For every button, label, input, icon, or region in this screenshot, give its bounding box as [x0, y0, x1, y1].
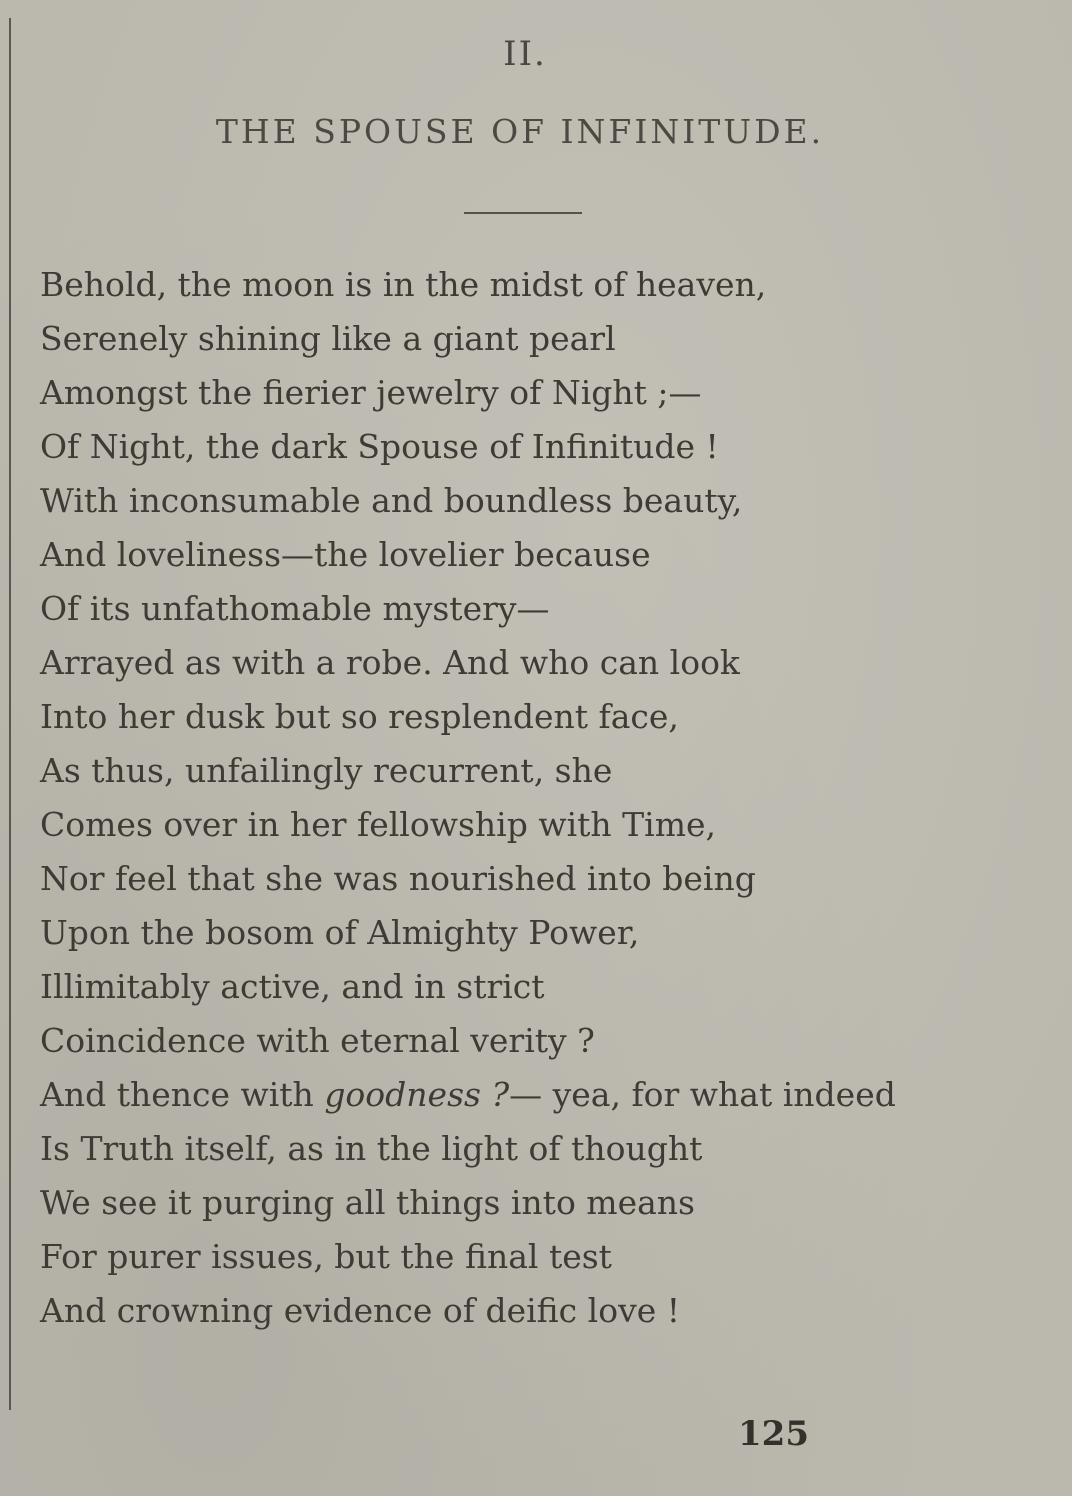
poem-line: And crowning evidence of deific love !	[40, 1291, 680, 1330]
poem-line: Comes over in her fellowship with Time,	[40, 805, 717, 844]
poem-line: Into her dusk but so resplendent face,	[40, 697, 679, 736]
poem-body	[40, 258, 896, 1338]
poem-line: For purer issues, but the final test	[40, 1237, 612, 1276]
poem-line: Coincidence with eternal verity ?	[40, 1021, 595, 1060]
line-16-after: — yea, for what indeed	[509, 1075, 896, 1114]
poem-line: Upon the bosom of Almighty Power,	[40, 913, 640, 952]
poem-line: Is Truth itself, as in the light of thought	[40, 1129, 703, 1168]
poem-line: Behold, the moon is in the midst of heaven,	[40, 265, 767, 304]
page-number: 125	[738, 1414, 809, 1454]
margin-rule	[9, 18, 11, 1410]
poem-title: THE SPOUSE OF INFINITUDE.	[215, 112, 825, 151]
poem-line: We see it purging all things into means	[40, 1183, 695, 1222]
poem-line: With inconsumable and boundless beauty,	[40, 481, 743, 520]
poem-line-16	[40, 1068, 896, 1122]
line-16-italic: goodness ?	[324, 1075, 510, 1114]
poem-line: Serenely shining like a giant pearl	[40, 319, 616, 358]
poem-line: Of its unfathomable mystery—	[40, 589, 550, 628]
poem-line: Arrayed as with a robe. And who can look	[40, 643, 740, 682]
section-number: II.	[503, 34, 547, 74]
poem-line: And loveliness—the lovelier because	[40, 535, 651, 574]
poem-line: Illimitably active, and in strict	[40, 967, 545, 1006]
poem-line: Of Night, the dark Spouse of Infinitude !	[40, 427, 719, 466]
poem-line: Nor feel that she was nourished into being	[40, 859, 756, 898]
poem-line: As thus, unfailingly recurrent, she	[40, 751, 613, 790]
line-16-before: And thence with	[40, 1075, 325, 1114]
poem-line: Amongst the fierier jewelry of Night ;—	[40, 373, 702, 412]
title-divider	[464, 212, 582, 214]
